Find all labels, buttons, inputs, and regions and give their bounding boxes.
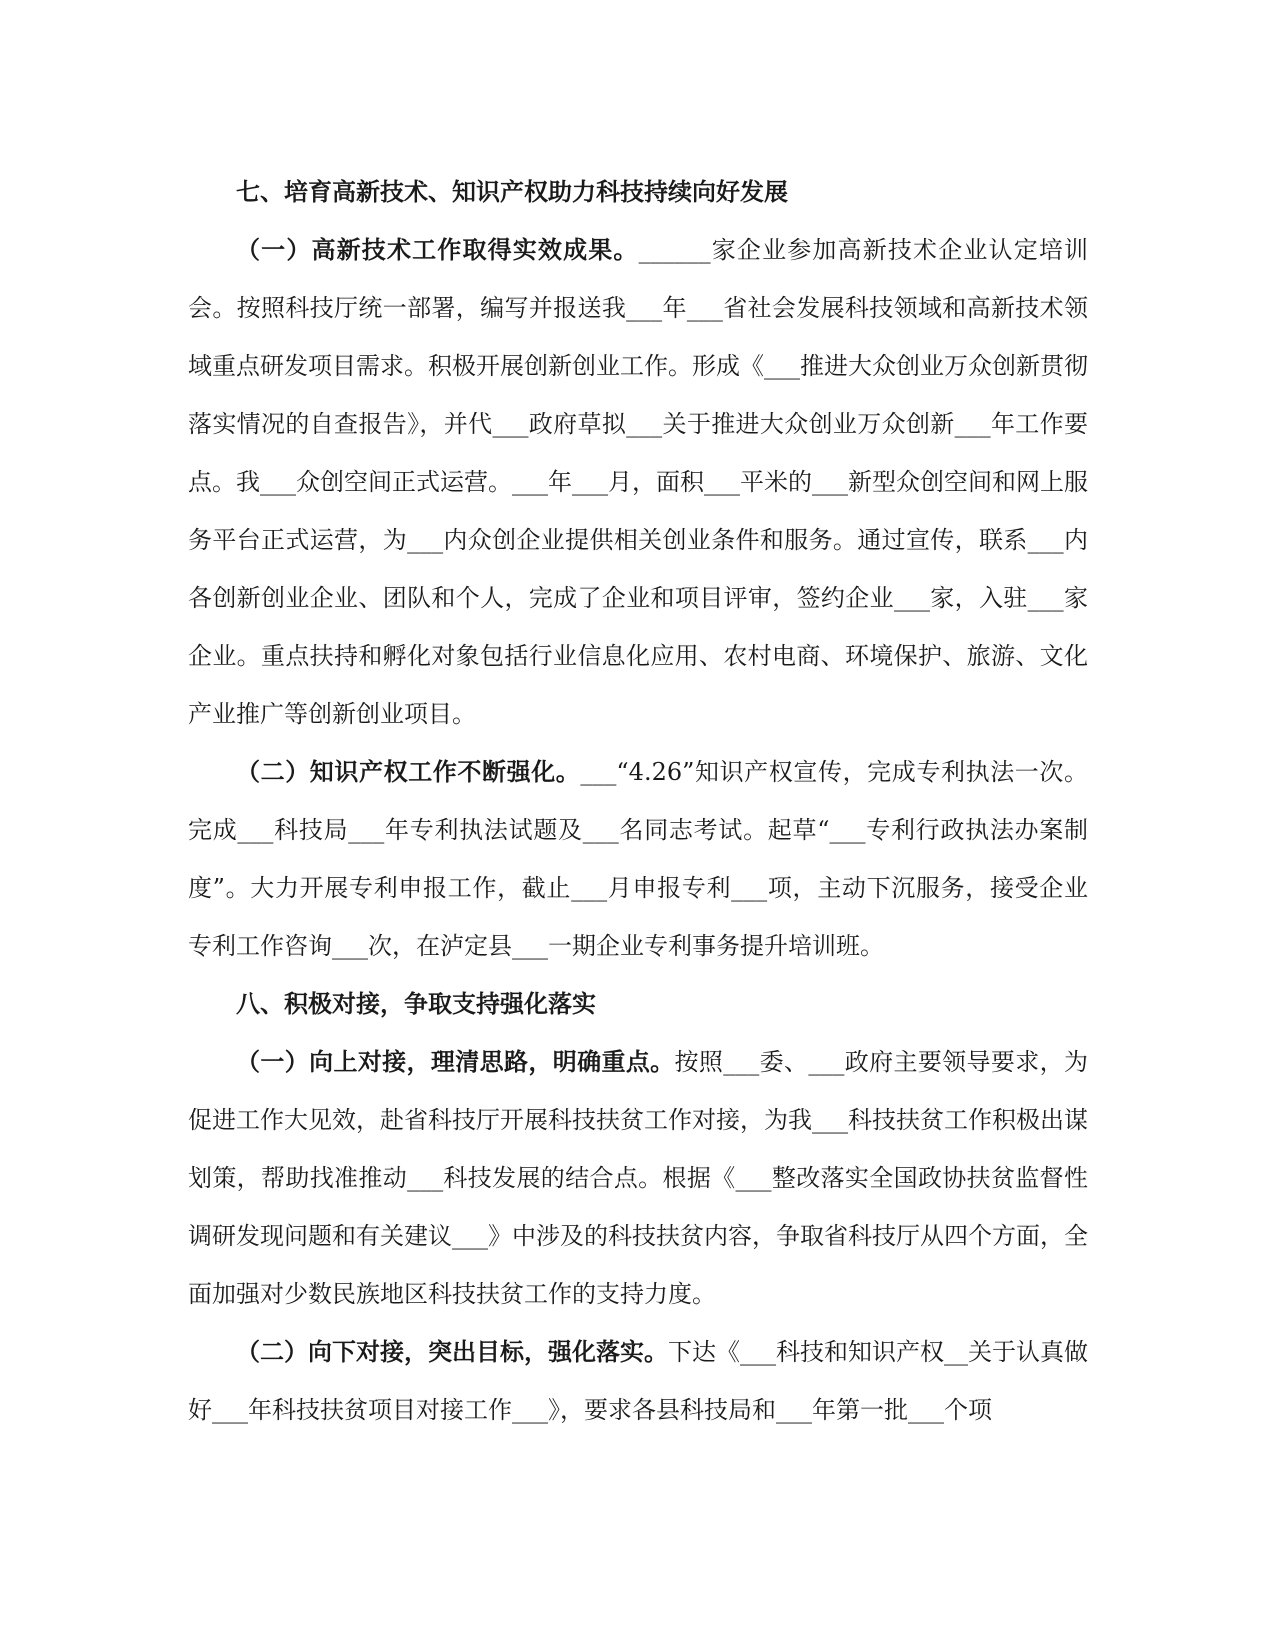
section-heading-7: 七、培育高新技术、知识产权助力科技持续向好发展: [236, 177, 788, 206]
paragraph-lead: （二）知识产权工作不断强化。: [236, 757, 581, 786]
paragraph-lead: （一）高新技术工作取得实效成果。: [236, 235, 639, 264]
paragraph-text: 下达《___科技和知识产权__关于认真做好___年科技扶贫项目对接工作___》，要求各县科技局和___年第一批___个项: [188, 1338, 1088, 1424]
paragraph-lead: （一）向上对接，理清思路，明确重点。: [236, 1047, 675, 1076]
document-body: [188, 163, 1088, 1439]
paragraph-text: ______家企业参加高新技术企业认定培训会。按照科技厅统一部署，编写并报送我___年___省社会发展科技领域和高新技术领域重点研发项目需求。积极开展创新创业工作。形成《___推进大众创业万众创新贯彻落实情况的自查报告》，并代___政府草拟___关于推进大众创业万众创新___年工作要点。我___众创空间正式运营。___年___月，面积___平米的___新型众创空间和网上服务平台正式运营，为___内众创企业提供相关创业条件和服务。通过宣传，联系___内各创新创业企业、团队和个人，完成了企业和项目评审，签约企业___家，入驻___家企业。重点扶持和孵化对象包括行业信息化应用、农村电商、环境保护、旅游、文化产业推广等创新创业项目。: [188, 236, 1089, 728]
paragraph-text: 按照___委、___政府主要领导要求，为促进工作大见效，赴省科技厅开展科技扶贫工作对接，为我___科技扶贫工作积极出谋划策，帮助找准推动___科技发展的结合点。根据《___整改落实全国政协扶贫监督性调研发现问题和有关建议___》中涉及的科技扶贫内容，争取省科技厅从四个方面，全面加强对少数民族地区科技扶贫工作的支持力度。: [188, 1048, 1089, 1308]
paragraph-ip: [188, 743, 1088, 975]
section-heading-8: 八、积极对接，争取支持强化落实: [236, 989, 596, 1018]
paragraph-lead: （二）向下对接，突出目标，强化落实。: [236, 1337, 668, 1366]
paragraph-text: ___“4.26”知识产权宣传，完成专利执法一次。完成___科技局___年专利执法试题及___名同志考试。起草“___专利行政执法办案制度”。大力开展专利申报工作，截止___月申报专利___项，主动下沉服务，接受企业专利工作咨询___次，在泸定县___一期企业专利事务提升培训班。: [188, 758, 1088, 960]
paragraph-high-tech: [188, 221, 1088, 743]
paragraph-downward: [188, 1323, 1088, 1439]
paragraph-upward: [188, 1033, 1088, 1323]
